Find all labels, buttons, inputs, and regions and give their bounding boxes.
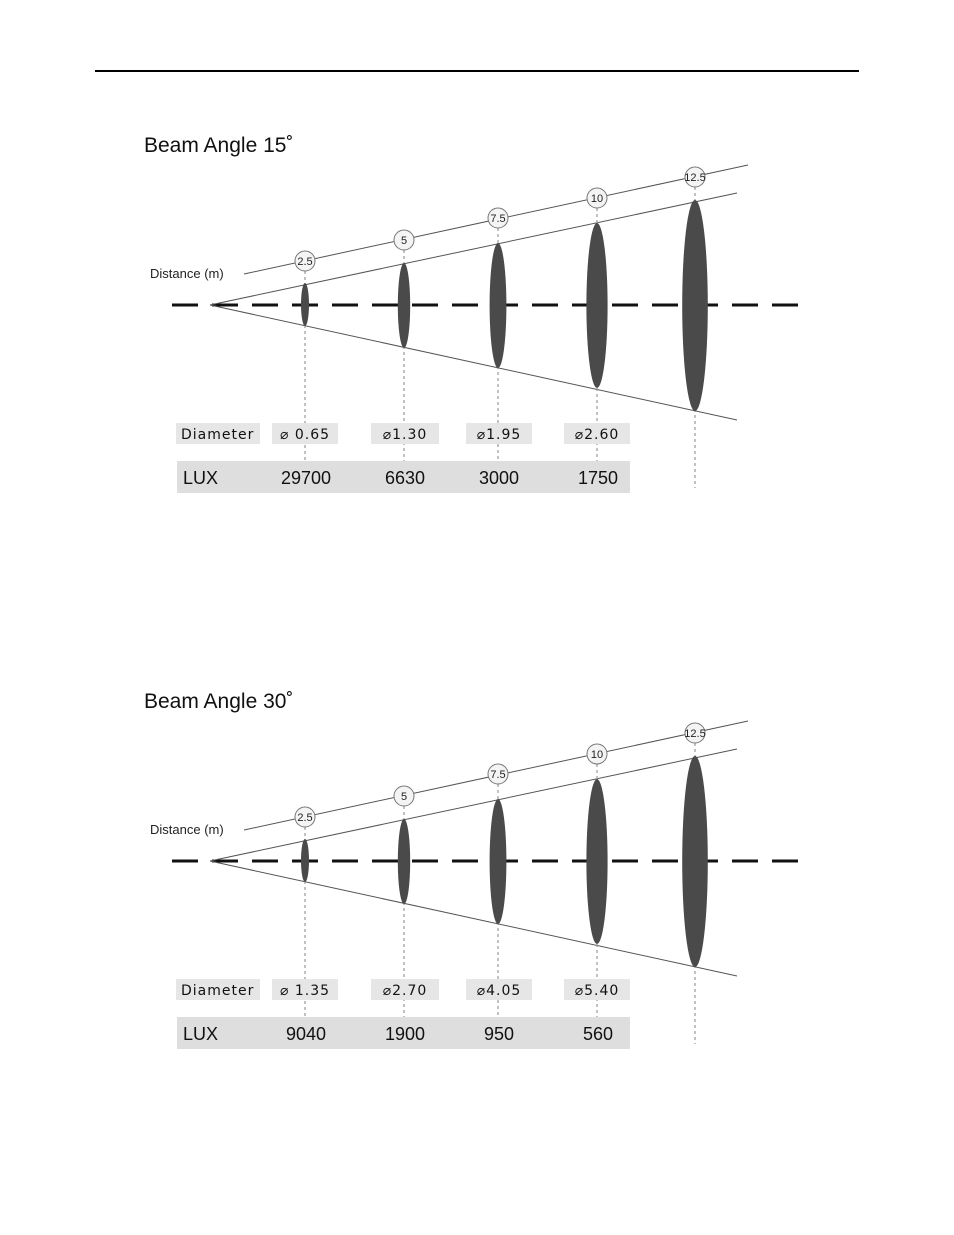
distance-marker-label: 12.5 (684, 172, 706, 184)
diameter-value: ⌀1.30 (382, 427, 428, 443)
lux-value: 29700 (280, 468, 332, 488)
distance-marker-label: 5 (400, 791, 408, 803)
beam-upper-edge (210, 193, 737, 305)
diameter-value: ⌀1.95 (476, 427, 522, 443)
beam-angle-title: Beam Angle 15˚ (144, 134, 294, 157)
distance-marker-label: 2.5 (297, 256, 313, 268)
diameter-value: ⌀2.60 (574, 427, 620, 443)
diameter-value: ⌀ 1.35 (279, 983, 331, 999)
beam-spot (586, 779, 607, 944)
lux-value: 3000 (478, 468, 520, 488)
beam-diagram-15 (0, 0, 954, 520)
beam-spot (490, 243, 507, 368)
diameter-value: ⌀2.70 (382, 983, 428, 999)
diameter-label: Diameter (181, 427, 255, 443)
diameter-label: Diameter (181, 983, 255, 999)
beam-spot (398, 819, 410, 904)
beam-diagram-svg (0, 556, 954, 1076)
beam-spot (586, 223, 607, 388)
distance-label: Distance (m) (150, 266, 224, 281)
beam-diagram-30 (0, 556, 954, 1076)
beam-diagram-svg (0, 0, 954, 520)
lux-value: 950 (483, 1024, 515, 1044)
lux-value: 9040 (285, 1024, 327, 1044)
beam-spot (682, 200, 708, 411)
beam-spot (301, 283, 309, 326)
diameter-value: ⌀4.05 (476, 983, 522, 999)
beam-angle-title: Beam Angle 30˚ (144, 690, 294, 713)
lux-value: 6630 (384, 468, 426, 488)
lux-label: LUX (183, 1024, 219, 1044)
lux-value: 560 (582, 1024, 614, 1044)
distance-marker-label: 12.5 (684, 728, 706, 740)
distance-marker-label: 10 (590, 749, 604, 761)
beam-lower-edge (210, 305, 737, 420)
beam-upper-edge (210, 749, 737, 861)
distance-marker-label: 7.5 (490, 769, 506, 781)
beam-lower-edge (210, 861, 737, 976)
beam-spot (398, 263, 410, 348)
distance-label: Distance (m) (150, 822, 224, 837)
beam-spot (682, 756, 708, 967)
lux-label: LUX (183, 468, 219, 488)
lux-value: 1900 (384, 1024, 426, 1044)
lux-value: 1750 (577, 468, 619, 488)
distance-marker-label: 2.5 (297, 812, 313, 824)
beam-spot (301, 839, 309, 882)
distance-marker-label: 7.5 (490, 213, 506, 225)
beam-spot (490, 799, 507, 924)
diameter-value: ⌀5.40 (574, 983, 620, 999)
distance-marker-label: 5 (400, 235, 408, 247)
distance-marker-label: 10 (590, 193, 604, 205)
diameter-value: ⌀ 0.65 (279, 427, 331, 443)
